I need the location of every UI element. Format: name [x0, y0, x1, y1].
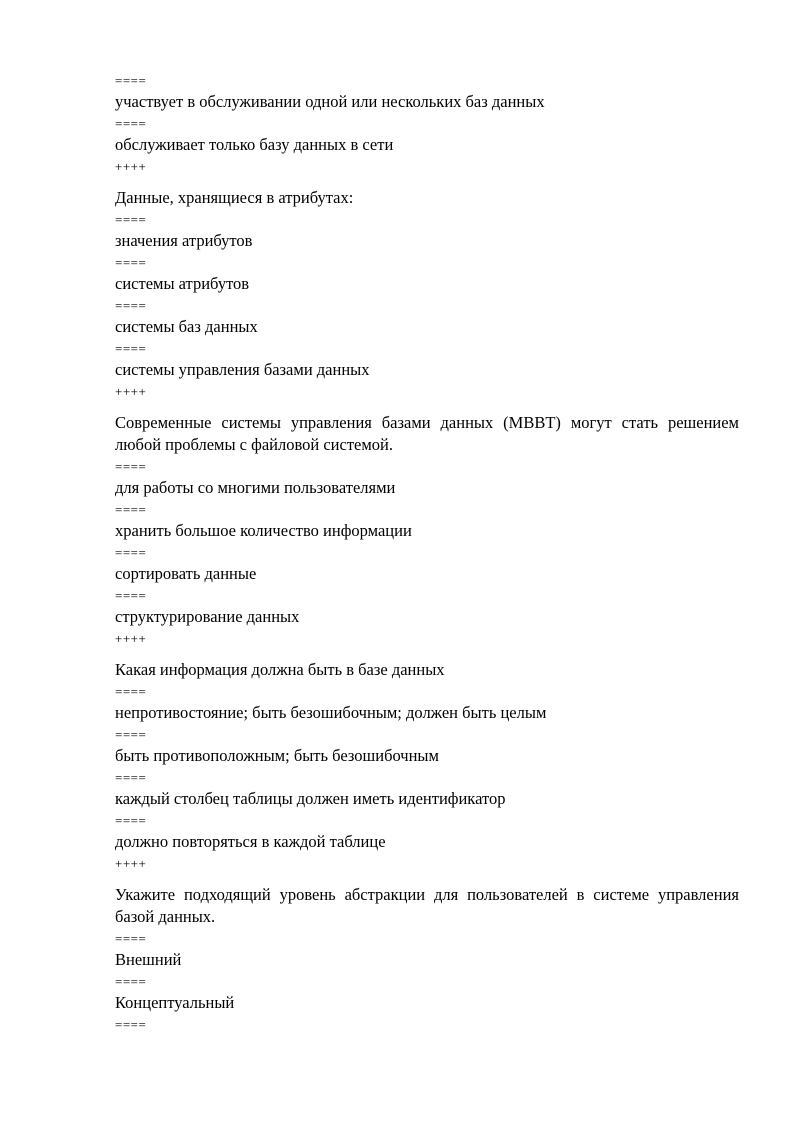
answer-separator: ==== [115, 770, 147, 785]
answer-option: хранить большое количество информации [115, 521, 412, 540]
question-separator: ++++ [115, 384, 147, 399]
answer-separator: ==== [115, 212, 147, 227]
document-page [115, 70, 739, 1035]
question-text: Современные системы управления базами данных (MBBT) могут стать решением любой проблемы с файловой системой. [115, 413, 739, 454]
answer-option: системы атрибутов [115, 274, 250, 293]
answer-option: структурирование данных [115, 607, 300, 626]
answer-option: системы управления базами данных [115, 360, 370, 379]
answer-option: каждый столбец таблицы должен иметь идентификатор [115, 789, 506, 808]
question-text: Какая информация должна быть в базе данных [115, 660, 445, 679]
answer-separator: ==== [115, 545, 147, 560]
answer-separator: ==== [115, 116, 147, 131]
question-separator: ++++ [115, 856, 147, 871]
answer-separator: ==== [115, 1017, 147, 1032]
answer-option: для работы со многими пользователями [115, 478, 396, 497]
answer-option: Внешний [115, 950, 182, 969]
answer-option: Концептуальный [115, 993, 235, 1012]
answer-separator: ==== [115, 931, 147, 946]
answer-separator: ==== [115, 588, 147, 603]
answer-separator: ==== [115, 974, 147, 989]
answer-option: должно повторяться в каждой таблице [115, 832, 386, 851]
answer-option: участвует в обслуживании одной или нескольких баз данных [115, 92, 545, 111]
answer-separator: ==== [115, 684, 147, 699]
question-text: Укажите подходящий уровень абстракции для пользователей в системе управления базой данных. [115, 885, 739, 926]
answer-option: быть противоположным; быть безошибочным [115, 746, 439, 765]
answer-option: обслуживает только базу данных в сети [115, 135, 394, 154]
answer-option: непротивостояние; быть безошибочным; должен быть целым [115, 703, 547, 722]
answer-separator: ==== [115, 341, 147, 356]
answer-separator: ==== [115, 502, 147, 517]
answer-option: Данные, хранящиеся в атрибутах: [115, 188, 354, 207]
answer-separator: ==== [115, 459, 147, 474]
question-separator: ++++ [115, 159, 147, 174]
answer-separator: ==== [115, 813, 147, 828]
answer-separator: ==== [115, 727, 147, 742]
answer-separator: ==== [115, 298, 147, 313]
answer-option: значения атрибутов [115, 231, 253, 250]
answer-separator: ==== [115, 255, 147, 270]
question-separator: ++++ [115, 631, 147, 646]
answer-option: системы баз данных [115, 317, 258, 336]
answer-option: сортировать данные [115, 564, 257, 583]
answer-separator: ==== [115, 73, 147, 88]
